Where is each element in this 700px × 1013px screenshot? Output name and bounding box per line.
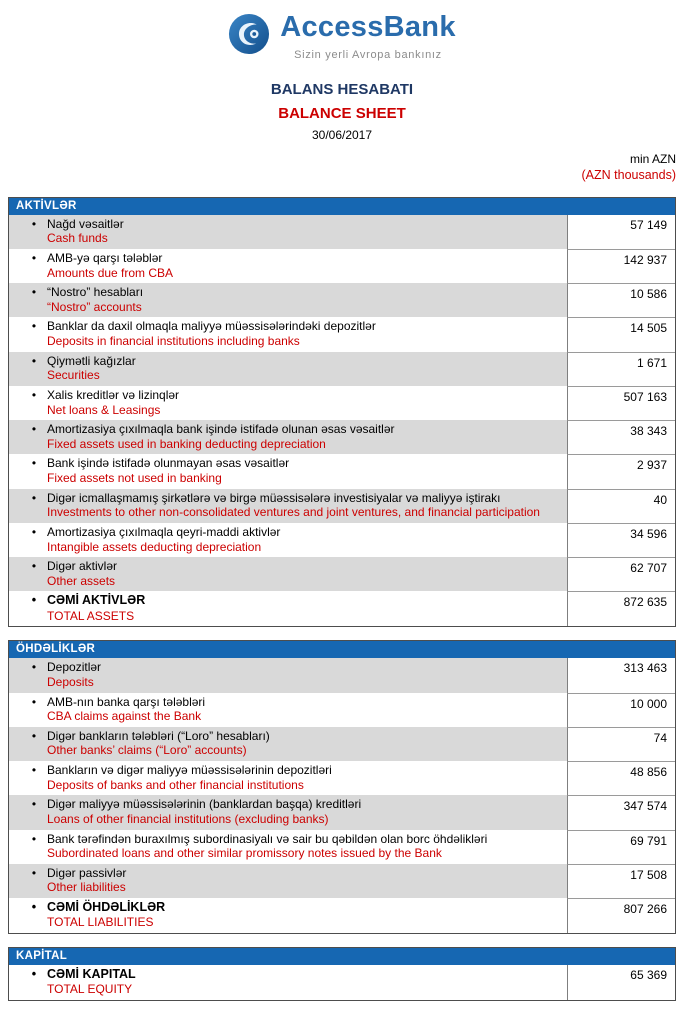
row-label-cell — [9, 523, 567, 557]
row-label-cell — [9, 591, 567, 626]
row-label-en: Net loans & Leasings — [47, 402, 161, 417]
row-value: 1 671 — [567, 352, 675, 386]
units-block — [8, 152, 676, 184]
row-label-en: TOTAL LIABILITIES — [47, 915, 154, 930]
table-row — [9, 965, 675, 1000]
row-value: 872 635 — [567, 591, 675, 626]
row-value: 40 — [567, 489, 675, 523]
row-label-en: “Nostro” accounts — [47, 299, 142, 314]
row-label-az: Depozitlər — [47, 660, 102, 675]
section-header: KAPİTAL — [9, 948, 675, 965]
row-value: 48 856 — [567, 761, 675, 795]
row-value: 14 505 — [567, 317, 675, 351]
row-label-cell — [9, 249, 567, 283]
row-label-en: Intangible assets deducting depreciation — [47, 539, 262, 554]
row-label-en: Loans of other financial institutions (excluding banks) — [47, 811, 329, 826]
row-labels — [47, 593, 561, 623]
row-value: 313 463 — [567, 658, 675, 692]
row-value: 69 791 — [567, 830, 675, 864]
row-label-en: Deposits of banks and other financial institutions — [47, 777, 304, 792]
bullet-icon: • — [31, 285, 37, 300]
row-label-az: Nağd vəsaitlər — [47, 216, 124, 231]
table-row — [9, 761, 675, 795]
section — [8, 197, 676, 628]
row-label-az: AMB-yə qarşı tələblər — [47, 250, 163, 265]
row-label-az: Bank işində istifadə olunmayan əsas vəsaitlər — [47, 456, 290, 471]
table-row — [9, 693, 675, 727]
row-label-en: CBA claims against the Bank — [47, 709, 202, 724]
brand-tagline: Sizin yerli Avropa bankınız — [294, 48, 442, 61]
row-label-en: Other banks’ claims (“Loro” accounts) — [47, 743, 247, 758]
bullet-icon: • — [31, 387, 37, 402]
row-label-cell — [9, 557, 567, 591]
section-header: ÖHDƏLİKLƏR — [9, 641, 675, 658]
row-labels — [47, 967, 561, 997]
row-label-az: Amortizasiya çıxılmaqla qeyri-maddi aktivlər — [47, 524, 281, 539]
unit-label-en: (AZN thousands) — [581, 168, 676, 183]
row-label-cell — [9, 830, 567, 864]
row-labels — [47, 729, 561, 758]
row-label-cell — [9, 658, 567, 692]
bullet-icon: • — [31, 490, 37, 505]
bullet-icon: • — [31, 353, 37, 368]
row-value: 142 937 — [567, 249, 675, 283]
bullet-icon: • — [31, 250, 37, 265]
bullet-icon: • — [31, 865, 37, 880]
row-value: 38 343 — [567, 420, 675, 454]
row-label-az: Xalis kreditlər və lizinqlər — [47, 387, 180, 402]
row-labels — [47, 319, 561, 348]
row-labels — [47, 525, 561, 554]
table-row — [9, 795, 675, 829]
row-label-az: CƏMİ AKTİVLƏR — [47, 593, 146, 608]
row-value: 507 163 — [567, 386, 675, 420]
row-label-en: Deposits — [47, 674, 94, 689]
table-row — [9, 317, 675, 351]
row-label-en: Investments to other non-consolidated ventures and joint ventures, and financial participation — [47, 505, 540, 520]
brand-text — [280, 12, 456, 61]
brand-name: AccessBank — [280, 11, 456, 43]
row-value: 807 266 — [567, 898, 675, 933]
row-label-cell — [9, 864, 567, 898]
row-label-en: Fixed assets not used in banking — [47, 471, 222, 486]
row-label-cell — [9, 420, 567, 454]
table-row — [9, 557, 675, 591]
row-labels — [47, 900, 561, 930]
row-label-cell — [9, 317, 567, 351]
row-label-cell — [9, 727, 567, 761]
row-labels — [47, 559, 561, 588]
row-label-az: Banklar da daxil olmaqla maliyyə müəssisələrindəki depozitlər — [47, 319, 376, 334]
row-label-cell — [9, 795, 567, 829]
row-labels — [47, 866, 561, 895]
row-label-az: Amortizasiya çıxılmaqla bank işində istifadə olunan əsas vəsaitlər — [47, 422, 395, 437]
table-row — [9, 591, 675, 626]
table-row — [9, 523, 675, 557]
report-date: 30/06/2017 — [311, 127, 373, 142]
bullet-icon: • — [31, 660, 37, 675]
row-label-en: TOTAL ASSETS — [47, 608, 135, 623]
row-labels — [47, 763, 561, 792]
row-labels — [47, 695, 561, 724]
bullet-icon: • — [31, 456, 37, 471]
table-row — [9, 830, 675, 864]
row-value: 17 508 — [567, 864, 675, 898]
section-body — [9, 965, 675, 1000]
row-label-cell — [9, 283, 567, 317]
bullet-icon: • — [31, 216, 37, 231]
table-row — [9, 489, 675, 523]
bullet-icon: • — [31, 763, 37, 778]
sections-container — [8, 197, 676, 1001]
bullet-icon: • — [31, 966, 37, 981]
row-value: 2 937 — [567, 454, 675, 488]
row-label-en: TOTAL EQUITY — [47, 982, 133, 997]
row-labels — [47, 251, 561, 280]
row-labels — [47, 456, 561, 485]
row-label-en: Cash funds — [47, 231, 108, 246]
row-value: 10 586 — [567, 283, 675, 317]
row-label-en: Amounts due from CBA — [47, 265, 174, 280]
row-label-cell — [9, 489, 567, 523]
brand-logo — [8, 12, 676, 61]
row-value: 74 — [567, 727, 675, 761]
row-labels — [47, 285, 561, 314]
row-labels — [47, 354, 561, 383]
row-label-en: Fixed assets used in banking deducting depreciation — [47, 436, 326, 451]
row-label-cell — [9, 454, 567, 488]
row-labels — [47, 660, 561, 689]
section-header: AKTİVLƏR — [9, 198, 675, 215]
bullet-icon: • — [31, 797, 37, 812]
section — [8, 640, 676, 934]
section-body — [9, 215, 675, 627]
row-labels — [47, 388, 561, 417]
row-label-az: Digər aktivlər — [47, 559, 118, 574]
table-row — [9, 249, 675, 283]
row-labels — [47, 422, 561, 451]
bullet-icon: • — [31, 319, 37, 334]
row-labels — [47, 217, 561, 246]
row-label-en: Securities — [47, 368, 100, 383]
row-label-az: Digər passivlər — [47, 865, 127, 880]
bullet-icon: • — [31, 524, 37, 539]
row-label-az: Digər bankların tələbləri (“Loro” hesabları) — [47, 728, 270, 743]
row-label-cell — [9, 352, 567, 386]
row-label-az: Digər icmallaşmamış şirkətlərə və birgə müəssisələrə investisiyalar və maliyyə iştirakı — [47, 490, 501, 505]
section-body — [9, 658, 675, 933]
row-label-az: “Nostro” hesabları — [47, 285, 144, 300]
bullet-icon: • — [31, 831, 37, 846]
table-row — [9, 864, 675, 898]
row-label-az: Bank tərəfindən buraxılmış subordinasiyalı və sair bu qəbildən olan borc öhdəlikləri — [47, 831, 488, 846]
row-label-en: Other liabilities — [47, 880, 126, 895]
table-row — [9, 386, 675, 420]
row-value: 65 369 — [567, 965, 675, 1000]
row-label-en: Other assets — [47, 573, 116, 588]
row-label-az: Bankların və digər maliyyə müəssisələrinin depozitləri — [47, 763, 332, 778]
row-label-cell — [9, 215, 567, 249]
row-label-cell — [9, 386, 567, 420]
row-label-en: Deposits in financial institutions including banks — [47, 334, 300, 349]
row-label-cell — [9, 761, 567, 795]
row-value: 10 000 — [567, 693, 675, 727]
row-labels — [47, 797, 561, 826]
row-label-en: Subordinated loans and other similar promissory notes issued by the Bank — [47, 846, 442, 861]
row-label-az: Digər maliyyə müəssisələrinin (banklardan başqa) kreditləri — [47, 797, 362, 812]
table-row — [9, 352, 675, 386]
row-label-cell — [9, 898, 567, 933]
row-label-az: Qiymətli kağızlar — [47, 353, 136, 368]
bullet-icon: • — [31, 900, 37, 915]
bullet-icon: • — [31, 422, 37, 437]
row-label-az: CƏMİ KAPITAL — [47, 966, 136, 981]
row-value: 347 574 — [567, 795, 675, 829]
row-labels — [47, 491, 561, 520]
row-value: 57 149 — [567, 215, 675, 249]
bullet-icon: • — [31, 728, 37, 743]
table-row — [9, 898, 675, 933]
row-label-az: AMB-nın banka qarşı tələbləri — [47, 694, 206, 709]
row-label-cell — [9, 693, 567, 727]
unit-label-az: min AZN — [629, 151, 676, 166]
section — [8, 947, 676, 1001]
row-value: 62 707 — [567, 557, 675, 591]
table-row — [9, 454, 675, 488]
bullet-icon: • — [31, 593, 37, 608]
table-row — [9, 658, 675, 692]
row-value: 34 596 — [567, 523, 675, 557]
row-label-cell — [9, 965, 567, 1000]
table-row — [9, 727, 675, 761]
table-row — [9, 420, 675, 454]
page-title-en: BALANCE SHEET — [278, 104, 406, 122]
bullet-icon: • — [31, 694, 37, 709]
accessbank-globe-icon — [228, 13, 270, 60]
table-row — [9, 283, 675, 317]
table-row — [9, 215, 675, 249]
row-labels — [47, 832, 561, 861]
bullet-icon: • — [31, 559, 37, 574]
page-title-az: BALANS HESABATI — [270, 80, 414, 98]
row-label-az: CƏMİ ÖHDƏLİKLƏR — [47, 900, 166, 915]
